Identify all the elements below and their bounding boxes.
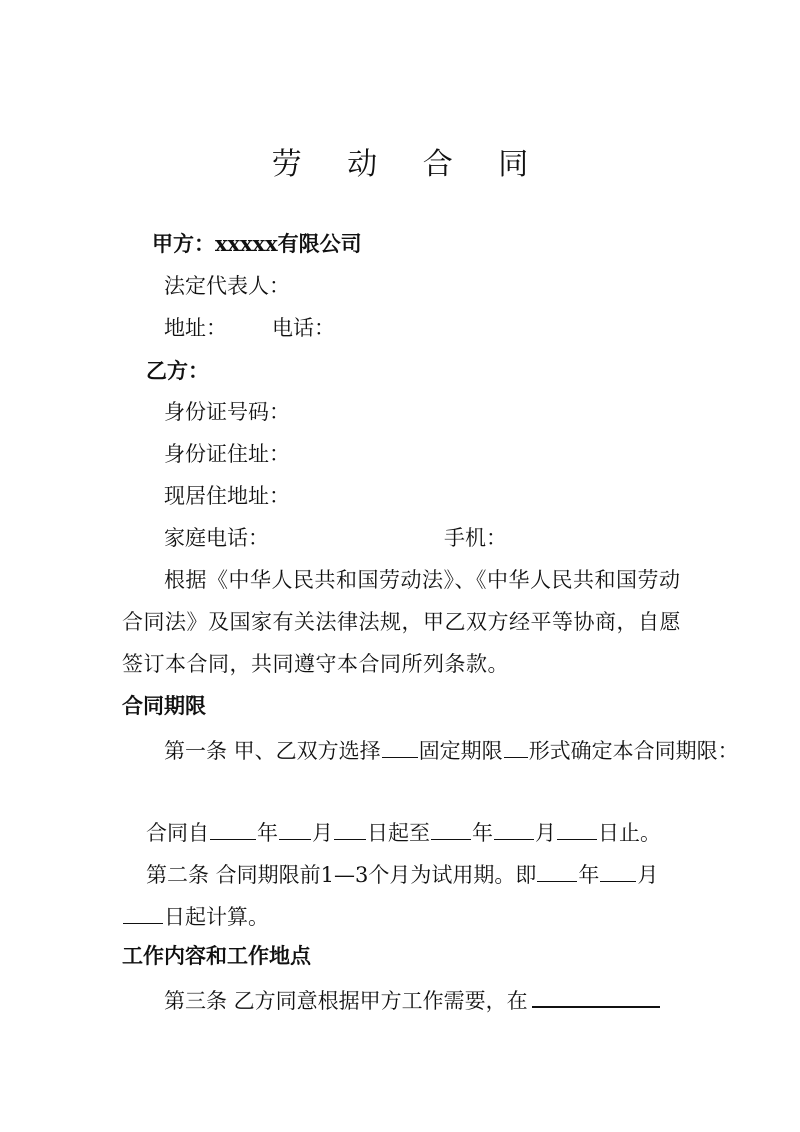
blank-underline [600,858,636,882]
article-1-term-type: 固定期限 [418,739,503,764]
id-number-label: 身份证号码： [164,400,290,424]
year-label: 年 [472,821,493,846]
mobile-label: 手机： [444,526,507,550]
section-heading-term: 合同期限 [122,693,206,718]
current-address-label: 现居住地址： [164,484,290,508]
month-label: 月 [312,821,333,846]
party-a-address-label: 地址： [164,316,227,340]
article-1-text-c: 形式确定本合同期限： [528,739,739,764]
article-2-line-1 [146,858,658,889]
party-a-label: 甲方：xxxxx有限公司 [152,231,362,256]
day-end-label: 日止。 [598,821,661,846]
article-1-line-1 [164,734,739,765]
party-b-label: 乙方： [146,358,209,383]
section-heading-work: 工作内容和工作地点 [122,943,311,968]
blank-underline [334,816,366,840]
blank-underline [279,816,311,840]
blank-underline [504,734,528,758]
year-label: 年 [578,863,600,888]
month-label: 月 [535,821,556,846]
document-title: 劳 动 合 同 [271,147,547,182]
blank-underline [431,816,471,840]
party-a-phone-label: 电话： [272,316,335,340]
article-3-text: 第三条 乙方同意根据甲方工作需要，在 [164,989,528,1013]
home-phone-label: 家庭电话： [164,526,269,550]
legal-representative-label: 法定代表人： [164,274,290,298]
blank-underline [123,900,163,924]
article-2-start-text: 日起计算。 [164,905,269,930]
article-2-line-2 [122,900,269,931]
preamble-paragraph: 根据《中华人民共和国劳动法》、《中华人民共和国劳动合同法》及国家有关法律法规，甲乙双方经平等协商，自愿签订本合同，共同遵守本合同所列条款。 [122,568,681,676]
month-label: 月 [637,863,659,888]
contract-term-line [146,816,661,847]
article-1-text-a: 第一条 甲、乙双方选择 [164,739,381,764]
article-2-text: 第二条 合同期限前1—3个月为试用期。即 [146,863,537,888]
blank-underline [494,816,534,840]
blank-underline [210,816,256,840]
work-location-underline [532,984,660,1008]
article-3-line-1 [164,984,660,1015]
blank-underline [557,816,597,840]
year-label: 年 [257,821,278,846]
id-address-label: 身份证住址： [164,442,290,466]
day-to-label: 日起至 [367,821,430,846]
term-from-label: 合同自 [146,821,209,846]
blank-underline [382,734,418,758]
blank-underline [537,858,577,882]
